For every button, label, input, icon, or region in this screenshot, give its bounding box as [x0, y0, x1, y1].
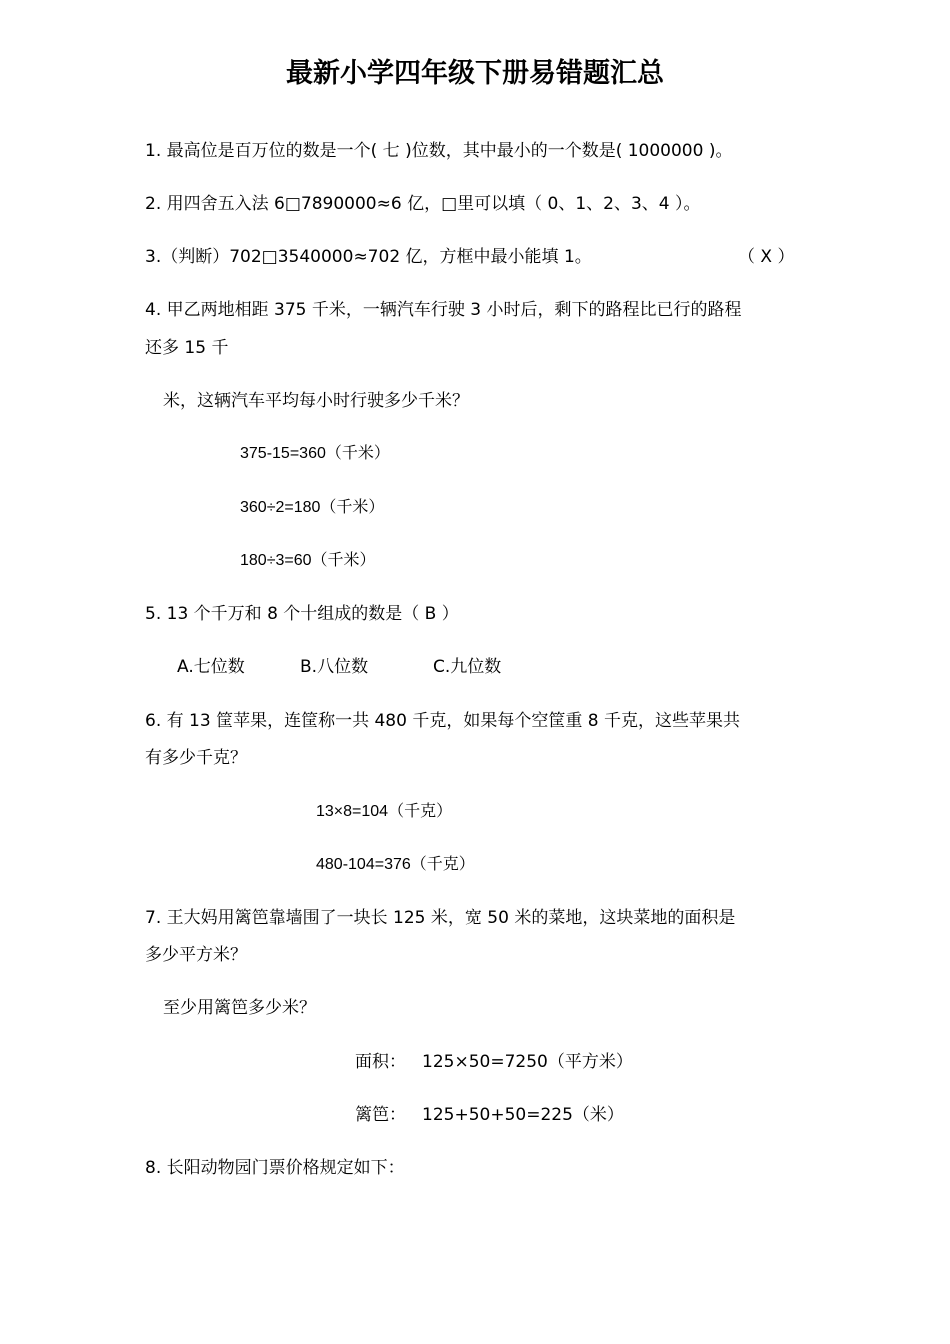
question-6-step-1: 13×8=104（千克） [316, 803, 453, 820]
page-title: 最新小学四年级下册易错题汇总 [286, 58, 664, 89]
question-5-option-a: A.七位数 [177, 657, 245, 677]
question-2: 2. 用四舍五入法 6□7890000≈6 亿，□里可以填（ 0、1、2、3、4 ）。 [145, 194, 701, 214]
question-5-option-c: C.九位数 [433, 657, 502, 677]
question-7-area-value: 125×50=7250（平方米） [422, 1052, 633, 1072]
question-6-step-2: 480-104=376（千克） [316, 856, 475, 873]
question-1: 1. 最高位是百万位的数是一个( 七 )位数，其中最小的一个数是( 1000000 )。 [145, 141, 733, 161]
question-4-step-3: 180÷3=60（千米） [240, 552, 376, 569]
question-4-line-1: 4. 甲乙两地相距 375 千米，一辆汽车行驶 3 小时后，剩下的路程比已行的路程 [145, 300, 742, 320]
question-7-line-3: 至少用篱笆多少米？ [163, 998, 316, 1018]
question-7-fence-label: 篱笆： [355, 1105, 406, 1125]
question-7-fence-value: 125+50+50=225（米） [422, 1105, 624, 1125]
question-7-line-1: 7. 王大妈用篱笆靠墙围了一块长 125 米，宽 50 米的菜地，这块菜地的面积是 [145, 908, 736, 928]
question-7-area-label: 面积： [355, 1052, 406, 1072]
question-4-line-2: 还多 15 千 [145, 338, 229, 358]
question-6-line-2: 有多少千克？ [145, 748, 247, 768]
question-3: 3.（判断）702□3540000≈702 亿，方框中最小能填 1。 [145, 247, 592, 267]
question-4-line-3: 米，这辆汽车平均每小时行驶多少千米？ [163, 391, 469, 411]
question-6-line-1: 6. 有 13 筐苹果，连筐称一共 480 千克，如果每个空筐重 8 千克，这些苹果共 [145, 711, 740, 731]
question-3-answer: （ X ） [738, 247, 795, 267]
question-4-step-1: 375-15=360（千米） [240, 445, 390, 462]
question-4-step-2: 360÷2=180（千米） [240, 499, 385, 516]
question-5-option-b: B.八位数 [300, 657, 369, 677]
question-7-line-2: 多少平方米？ [145, 945, 247, 965]
question-5: 5. 13 个千万和 8 个十组成的数是（ B ） [145, 604, 459, 624]
question-8: 8. 长阳动物园门票价格规定如下： [145, 1158, 405, 1178]
